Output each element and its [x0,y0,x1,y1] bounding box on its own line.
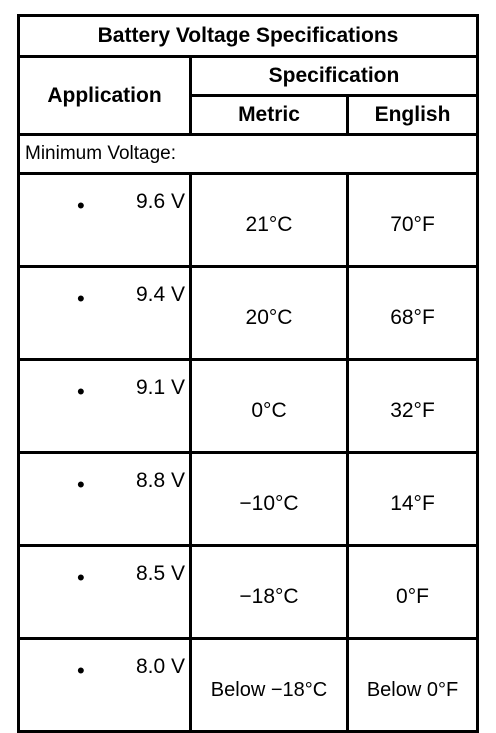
metric-value: 21°C [191,174,348,267]
voltage-cell [19,267,191,360]
voltage-cell [19,639,191,732]
voltage-value: 8.0 V [135,655,185,678]
english-value: Below 0°F [348,639,478,732]
table-row [19,267,478,360]
table-row [19,546,478,639]
bullet-icon: • [77,193,85,218]
bullet-icon: • [77,286,85,311]
metric-value: 0°C [191,360,348,453]
english-value: 32°F [348,360,478,453]
voltage-value: 9.1 V [135,376,185,399]
metric-value: Below −18°C [191,639,348,732]
voltage-value: 9.6 V [135,190,185,213]
metric-header: Metric [191,96,348,135]
section-label: Minimum Voltage: [19,135,478,174]
bullet-icon: • [77,379,85,404]
bullet-icon: • [77,565,85,590]
application-header: Application [19,57,191,135]
metric-value: −10°C [191,453,348,546]
table-row [19,174,478,267]
voltage-cell [19,174,191,267]
voltage-value: 8.5 V [135,562,185,585]
english-value: 68°F [348,267,478,360]
table-title: Battery Voltage Specifications [19,16,478,57]
voltage-value: 9.4 V [135,283,185,306]
english-value: 14°F [348,453,478,546]
voltage-value: 8.8 V [135,469,185,492]
voltage-cell [19,360,191,453]
metric-value: −18°C [191,546,348,639]
metric-value: 20°C [191,267,348,360]
table-row [19,639,478,732]
table-row [19,360,478,453]
bullet-icon: • [77,658,85,683]
english-header: English [348,96,478,135]
voltage-cell [19,453,191,546]
battery-voltage-table [17,14,479,733]
english-value: 70°F [348,174,478,267]
specification-header: Specification [191,57,478,96]
bullet-icon: • [77,472,85,497]
table-row [19,453,478,546]
english-value: 0°F [348,546,478,639]
voltage-cell [19,546,191,639]
